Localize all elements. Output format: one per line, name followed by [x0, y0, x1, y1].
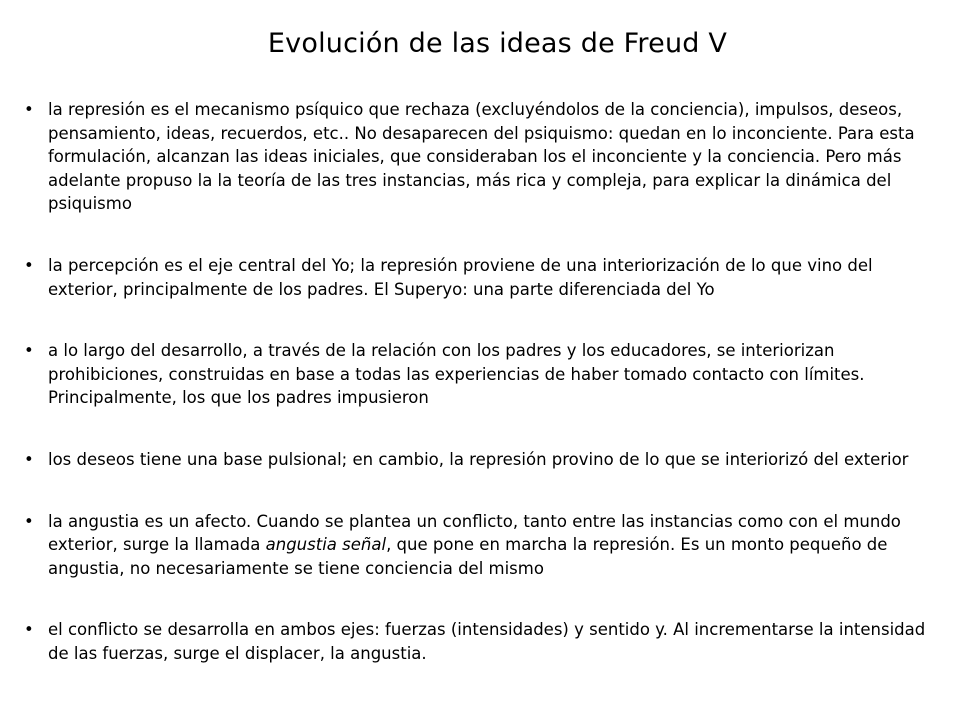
- bullet-marker: •: [24, 449, 34, 469]
- bullet-item-anxiety: [24, 510, 944, 581]
- bullet-item-conflict: [24, 618, 944, 665]
- bullet-text-after: , que pone en marcha la represión. Es un monto pequeño de angustia, no necesariamente se tiene conciencia del mismo: [48, 535, 888, 578]
- bullet-text: [48, 510, 944, 581]
- bullet-item-desires: [24, 448, 944, 472]
- bullet-text-before: la angustia es un afecto. Cuando se plantea un conflicto, tanto entre las instancias como con el mundo exterior, surge la llamada: [48, 511, 901, 555]
- bullet-text: la percepción es el eje central del Yo; la represión proviene de una interiorización de lo que vino del exterior, principalmente de los padres. El Superyo: una parte diferenciada del Yo: [48, 255, 873, 299]
- bullet-text-italic: angustia señal: [265, 535, 387, 555]
- bullet-item-development: [24, 339, 944, 410]
- bullet-marker: •: [24, 620, 34, 640]
- bullet-marker: •: [24, 511, 34, 531]
- bullet-text: los deseos tiene una base pulsional; en cambio, la represión provino de lo que se interiorizó del exterior: [48, 449, 909, 469]
- bullet-marker: •: [24, 255, 34, 275]
- slide-title: Evolución de las ideas de Freud V: [267, 28, 728, 59]
- bullet-item-perception: [24, 254, 944, 301]
- bullet-marker: •: [24, 341, 34, 361]
- bullet-text: el conflicto se desarrolla en ambos ejes: fuerzas (intensidades) y sentido y. Al incrementarse la intensidad de las fuerzas, surge el displacer, la angustia.: [48, 620, 926, 663]
- bullet-text: a lo largo del desarrollo, a través de la relación con los padres y los educadores, se interiorizan prohibiciones, construidas en base a todas las experiencias de haber tomado contacto con límites. Principalmente, los que los padres impusieron: [48, 341, 865, 408]
- bullet-marker: •: [24, 100, 34, 119]
- bullet-item-repression: [24, 98, 944, 216]
- bullet-list: [24, 98, 944, 704]
- bullet-text: la represión es el mecanismo psíquico que rechaza (excluyéndolos de la conciencia), impulsos, deseos, pensamiento, ideas, recuerdos, etc.. No desaparecen del psiquismo: quedan en lo inconciente. Para esta formulación, alcanzan las ideas iniciales, que consideraban los el inconciente y la conciencia. Pero más adelante propuso la la teoría de las tres instancias, más rica y compleja, para explicar la dinámica del psiquismo: [48, 100, 915, 214]
